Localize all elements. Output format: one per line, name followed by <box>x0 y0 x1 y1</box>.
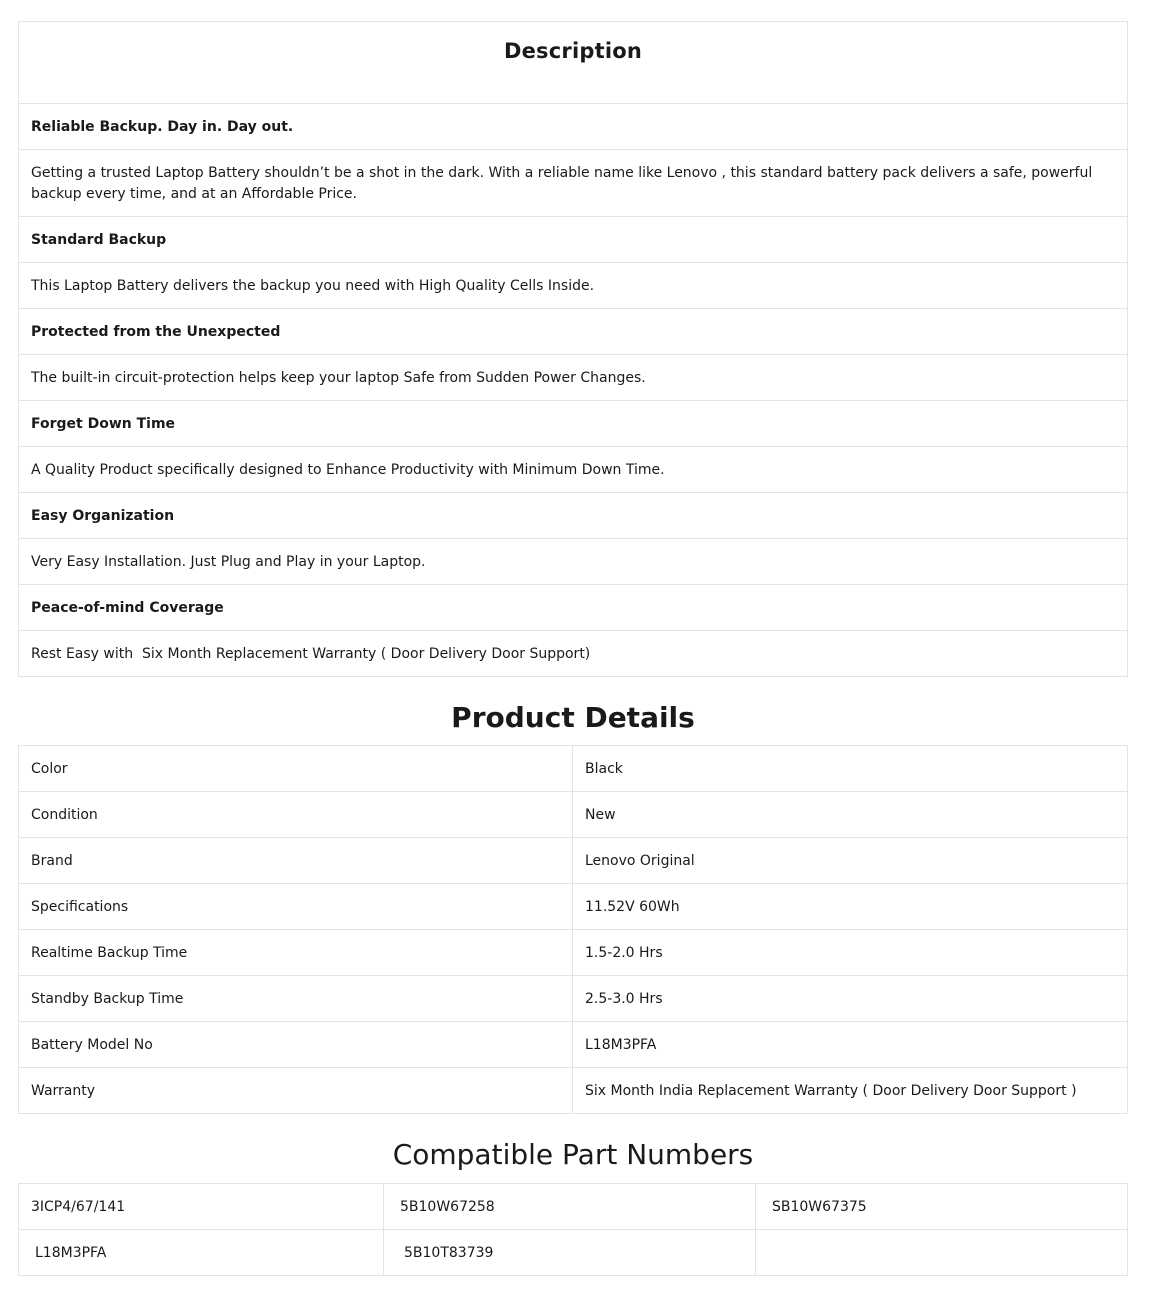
product-details-table <box>18 745 1128 1114</box>
table-row <box>19 884 1128 930</box>
part-number <box>756 1230 1128 1276</box>
spec-value: Black <box>573 746 1128 792</box>
spec-label: Condition <box>19 792 573 838</box>
feature-text: Getting a trusted Laptop Battery shouldn’t be a shot in the dark. With a reliable name like Lenovo , this standard battery pack delivers a safe, powerful backup every time, and at an Affordable Price. <box>31 164 1093 202</box>
feature-text: Very Easy Installation. Just Plug and Play in your Laptop. <box>31 553 426 570</box>
description-row <box>19 217 1128 263</box>
description-title-row <box>19 22 1128 104</box>
description-row <box>19 150 1128 217</box>
spec-label: Color <box>19 746 573 792</box>
spec-label: Realtime Backup Time <box>19 930 573 976</box>
description-row <box>19 263 1128 309</box>
spec-value: 11.52V 60Wh <box>573 884 1128 930</box>
table-row <box>19 976 1128 1022</box>
spec-value: Six Month India Replacement Warranty ( Door Delivery Door Support ) <box>573 1068 1128 1114</box>
description-row <box>19 631 1128 677</box>
table-row <box>19 1230 1128 1276</box>
feature-text: This Laptop Battery delivers the backup you need with High Quality Cells Inside. <box>31 277 595 294</box>
table-row <box>19 792 1128 838</box>
part-number: 5B10W67258 <box>384 1184 756 1230</box>
description-table <box>18 21 1128 677</box>
part-number: L18M3PFA <box>19 1230 384 1276</box>
table-row <box>19 838 1128 884</box>
feature-text: A Quality Product specifically designed to Enhance Productivity with Minimum Down Time. <box>31 461 665 478</box>
feature-text: The built-in circuit-protection helps keep your laptop Safe from Sudden Power Changes. <box>31 369 646 386</box>
feature-heading: Protected from the Unexpected <box>31 323 281 340</box>
description-row <box>19 104 1128 150</box>
feature-heading: Peace-of-mind Coverage <box>31 599 224 616</box>
feature-text: Rest Easy with Six Month Replacement Warranty ( Door Delivery Door Support) <box>31 645 591 662</box>
feature-heading: Forget Down Time <box>31 415 176 432</box>
description-row <box>19 447 1128 493</box>
table-row <box>19 1022 1128 1068</box>
spec-label: Brand <box>19 838 573 884</box>
spec-value: New <box>573 792 1128 838</box>
feature-heading: Standard Backup <box>31 231 167 248</box>
spec-value: 1.5-2.0 Hrs <box>573 930 1128 976</box>
description-row <box>19 401 1128 447</box>
part-number: 3ICP4/67/141 <box>19 1184 384 1230</box>
table-row <box>19 1184 1128 1230</box>
spec-label: Specifications <box>19 884 573 930</box>
product-content <box>18 21 1128 1276</box>
spec-value: Lenovo Original <box>573 838 1128 884</box>
table-row <box>19 930 1128 976</box>
table-row <box>19 1068 1128 1114</box>
description-row <box>19 493 1128 539</box>
feature-heading: Reliable Backup. Day in. Day out. <box>31 118 294 135</box>
spec-value: L18M3PFA <box>573 1022 1128 1068</box>
description-row <box>19 355 1128 401</box>
part-number: SB10W67375 <box>756 1184 1128 1230</box>
table-row <box>19 746 1128 792</box>
compatible-parts-title: Compatible Part Numbers <box>392 1138 754 1171</box>
description-title: Description <box>503 39 643 63</box>
spec-label: Warranty <box>19 1068 573 1114</box>
description-row <box>19 585 1128 631</box>
part-number: 5B10T83739 <box>384 1230 756 1276</box>
spec-value: 2.5-3.0 Hrs <box>573 976 1128 1022</box>
spec-label: Battery Model No <box>19 1022 573 1068</box>
description-row <box>19 539 1128 585</box>
compatible-parts-table <box>18 1183 1128 1276</box>
spec-label: Standby Backup Time <box>19 976 573 1022</box>
description-row <box>19 309 1128 355</box>
product-details-title: Product Details <box>451 701 695 734</box>
feature-heading: Easy Organization <box>31 507 175 524</box>
